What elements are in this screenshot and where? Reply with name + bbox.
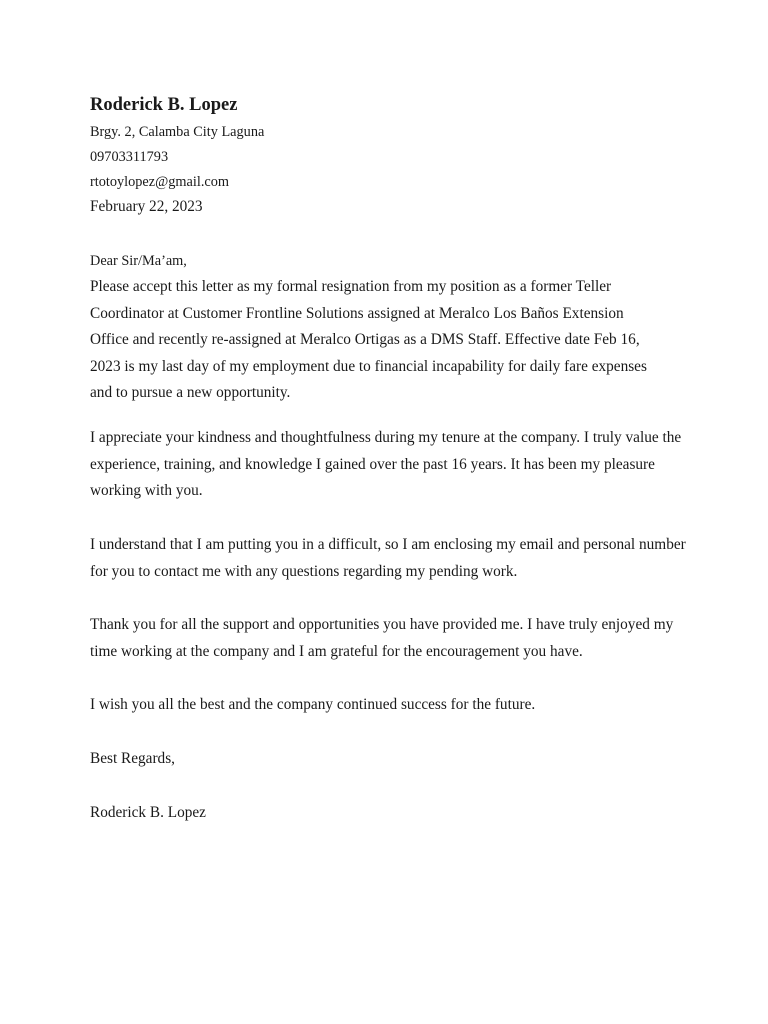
paragraph-line: Please accept this letter as my formal resignation from my position as a former Teller <box>90 278 612 295</box>
paragraph-line: and to pursue a new opportunity. <box>90 384 291 401</box>
paragraph-line: working with you. <box>90 482 203 499</box>
paragraph-line: Thank you for all the support and opportunities you have provided me. I have truly enjoyed my <box>90 616 674 633</box>
paragraph-line: time working at the company and I am grateful for the encouragement you have. <box>90 643 583 660</box>
sender-phone: 09703311793 <box>90 149 169 165</box>
paragraph-line: 2023 is my last day of my employment due to financial incapability for daily fare expenses <box>90 358 647 375</box>
paragraph-line: Office and recently re-assigned at Meralco Ortigas as a DMS Staff. Effective date Feb 16, <box>90 331 640 348</box>
paragraph-line: I appreciate your kindness and thoughtfulness during my tenure at the company. I truly value the <box>90 429 682 446</box>
paragraph-line: I wish you all the best and the company continued success for the future. <box>90 696 536 713</box>
paragraph-line: Coordinator at Customer Frontline Solutions assigned at Meralco Los Baños Extension <box>90 305 624 322</box>
sender-address: Brgy. 2, Calamba City Laguna <box>90 124 265 140</box>
paragraph-line: for you to contact me with any questions regarding my pending work. <box>90 563 518 580</box>
salutation: Dear Sir/Ma’am, <box>90 253 187 269</box>
letter-date: February 22, 2023 <box>90 198 203 215</box>
sender-email: rtotoylopez@gmail.com <box>90 174 230 190</box>
paragraph-line: I understand that I am putting you in a difficult, so I am enclosing my email and personal number <box>90 536 686 553</box>
sender-name: Roderick B. Lopez <box>90 95 238 115</box>
signature: Roderick B. Lopez <box>90 804 206 821</box>
closing: Best Regards, <box>90 750 175 767</box>
paragraph-line: experience, training, and knowledge I gained over the past 16 years. It has been my pleasure <box>90 456 655 473</box>
